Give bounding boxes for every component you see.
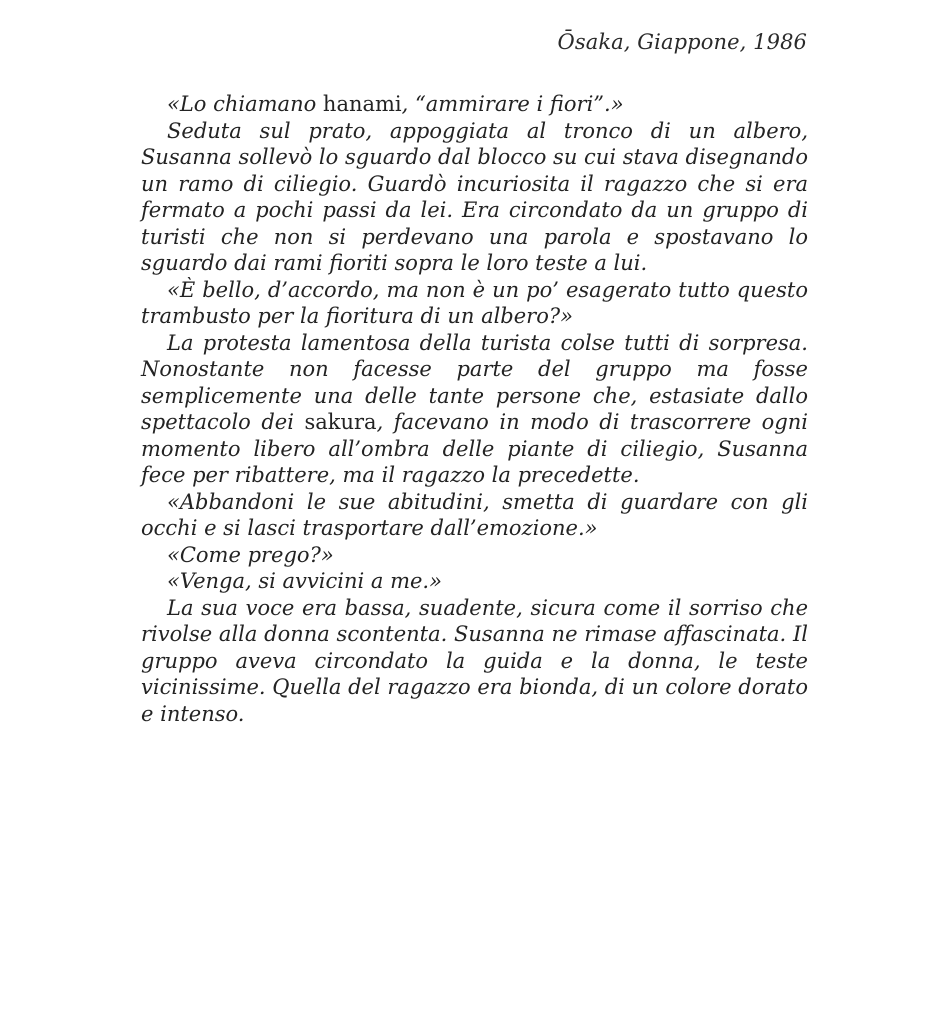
chapter-header-location: Ōsaka, Giappone, 1986 (557, 30, 807, 54)
paragraph-8: La sua voce era bassa, suadente, sicura come il sorriso che rivolse alla donna scontenta. Susanna ne rimase affascinata. Il gruppo aveva circondato la guida e la donna, le teste vicinissime. Quella del ragazzo era bionda, di un colore dorato e intenso. (141, 595, 808, 726)
paragraph-4 (141, 330, 808, 489)
paragraph-1 (141, 91, 808, 118)
paragraph-1-after: , “ammirare i fiori”.» (401, 92, 624, 116)
paragraph-1-term: hanami (322, 92, 402, 116)
paragraph-2: Seduta sul prato, appoggiata al tronco di un albero, Susanna sollevò lo sguardo dal blocco su cui stava disegnando un ramo di ciliegio. Guardò incuriosita il ragazzo che si era fermato a pochi passi da lei. Era circondato da un gruppo di turisti che non si perdevano una parola e spostavano lo sguardo dai rami fioriti sopra le loro teste a lui. (141, 118, 808, 275)
paragraph-3: «È bello, d’accordo, ma non è un po’ esagerato tutto questo trambusto per la fioritura di un albero?» (141, 277, 808, 328)
paragraph-4-before: La protesta lamentosa della turista colse tutti di sorpresa. Nonostante non facesse parte del gruppo ma fosse semplicemente una delle tante persone che, estasiate dallo spettacolo dei (141, 330, 808, 434)
paragraph-5: «Abbandoni le sue abitudini, smetta di guardare con gli occhi e si lasci trasportare dall’emozione.» (141, 489, 808, 540)
paragraph-4-term: sakura (304, 410, 377, 434)
body-text (141, 91, 808, 727)
paragraph-1-before: «Lo chiamano (167, 92, 323, 116)
paragraph-4-after: , facevano in modo di trascorrere ogni momento libero all’ombra delle piante di ciliegio, Susanna fece per ribattere, ma il ragazzo la precedette. (141, 410, 809, 487)
paragraph-6: «Come prego?» (167, 542, 334, 567)
paragraph-7: «Venga, si avvicini a me.» (167, 569, 442, 593)
